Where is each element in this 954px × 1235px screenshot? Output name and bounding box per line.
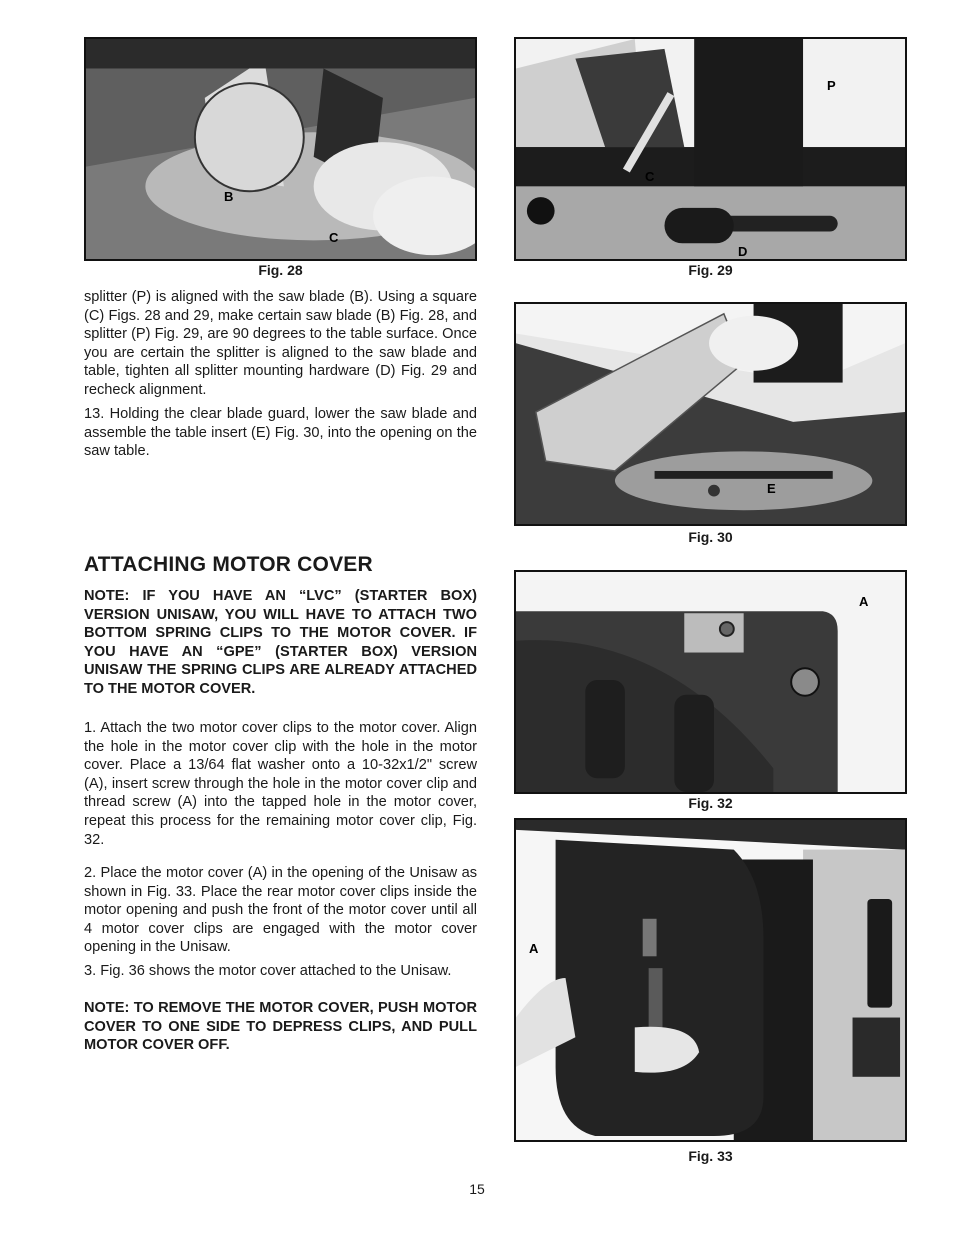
fig29-caption: Fig. 29 [688,262,733,278]
fig30-photo [514,302,907,526]
note-remove-cover: NOTE: TO REMOVE THE MOTOR COVER, PUSH MOTOR COVER TO ONE SIDE TO DEPRESS CLIPS, AND PULL MOTOR COVER OFF. [84,1000,477,1054]
paragraph-step-13: 13. Holding the clear blade guard, lower the saw blade and assemble the table insert (E) Fig. 30, into the opening on the saw table. [84,406,477,460]
fig29-label-c: C [645,169,655,184]
fig28-illustration [86,39,475,259]
fig33-label-a: A [529,941,539,956]
fig28-label-b: B [224,189,234,204]
step-2: 2. Place the motor cover (A) in the opening of the Unisaw as shown in Fig. 33. Place the rear motor cover clips inside the motor opening and push the front of the motor cover until all 4 motor cover clips are engaged with the motor cover opening in the Unisaw. [84,865,477,956]
fig32-caption: Fig. 32 [688,795,733,811]
fig30-caption: Fig. 30 [688,529,733,545]
note-starter-box: NOTE: IF YOU HAVE AN “LVC” (STARTER BOX) VERSION UNISAW, YOU WILL HAVE TO ATTACH TWO BOTTOM SPRING CLIPS TO THE MOTOR COVER. IF YOU HAVE AN “GPE” (STARTER BOX) VERSION UNISAW THE SPRING CLIPS ARE ALREADY ATTACHED TO THE MOTOR COVER. [84,588,477,697]
fig28-label-c: C [329,230,339,245]
fig33-photo [514,818,907,1142]
fig29-label-p: P [827,78,836,93]
section-heading: ATTACHING MOTOR COVER [84,553,373,576]
fig33-illustration [516,820,905,1140]
step-1: 1. Attach the two motor cover clips to the motor cover. Align the hole in the motor cover clip with the hole in the motor cover. Place a 13/64 flat washer onto a 10-32x1/2" screw (A), insert screw through the hole in the motor cover clip and thread screw (A) into the tapped hole in the motor cover, repeat this process for the remaining motor cover clip, Fig. 32. [84,720,477,848]
fig29-label-d: D [738,244,748,259]
fig28-photo [84,37,477,261]
fig29-illustration [516,39,905,259]
step-3: 3. Fig. 36 shows the motor cover attached to the Unisaw. [84,963,452,979]
fig28-caption: Fig. 28 [258,262,303,278]
page-number: 15 [469,1181,485,1197]
fig30-label-e: E [767,481,776,496]
fig33-caption: Fig. 33 [688,1148,733,1164]
fig32-photo [514,570,907,794]
fig30-illustration [516,304,905,524]
paragraph-splitter: splitter (P) is aligned with the saw blade (B). Using a square (C) Figs. 28 and 29, make certain saw blade (B) Fig. 28, and splitter (P) Fig. 29, are 90 degrees to the table surface. Once you are certain the splitter is aligned to the saw blade and table, tighten all splitter mounting hardware (D) Fig. 29 and recheck alignment. [84,289,477,398]
fig32-illustration [516,572,905,792]
fig29-photo [514,37,907,261]
fig32-label-a: A [859,594,869,609]
